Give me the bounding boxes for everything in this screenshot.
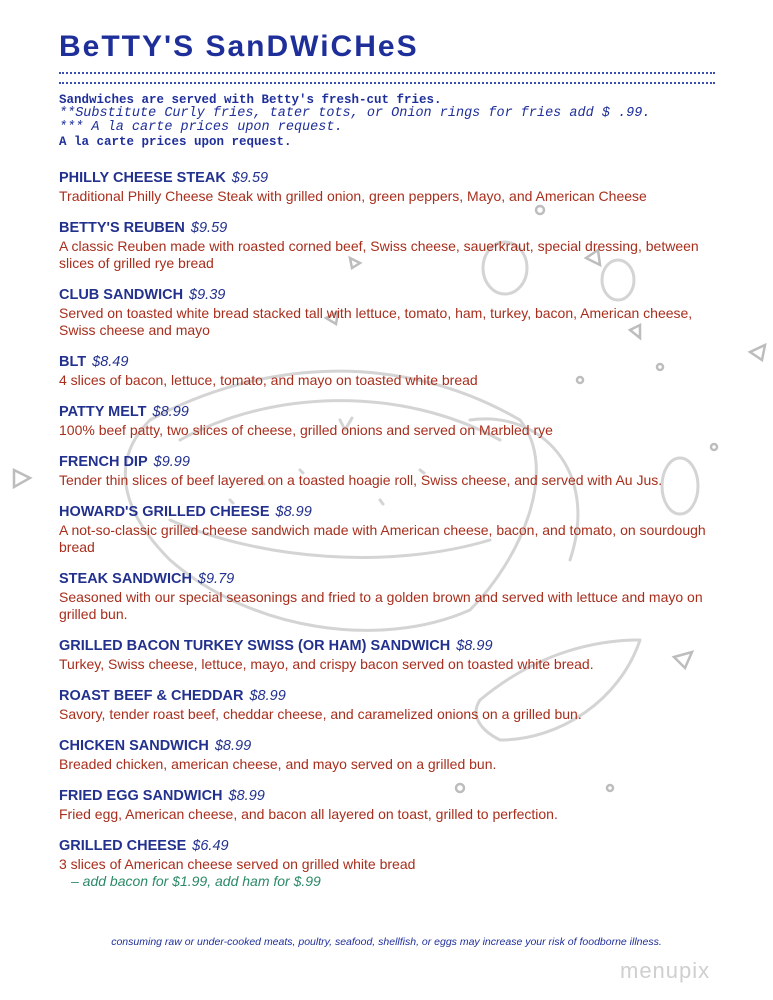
- item-price: $8.49: [92, 354, 129, 370]
- item-name: PHILLY CHEESE STEAK: [59, 170, 226, 186]
- fries-note: Sandwiches are served with Betty's fresh-cut fries.: [59, 93, 442, 107]
- menu-item: [59, 502, 719, 556]
- item-name: STEAK SANDWICH: [59, 571, 192, 587]
- menu-item: [59, 285, 719, 339]
- menu-item: [59, 736, 719, 773]
- item-description: Served on toasted white bread stacked tall with lettuce, tomato, ham, turkey, bacon, American cheese, Swiss cheese and mayo: [59, 305, 693, 338]
- item-price: $6.49: [192, 838, 229, 854]
- item-price: $8.99: [275, 504, 312, 520]
- item-description: A classic Reuben made with roasted corned beef, Swiss cheese, sauerkraut, special dressing, between slices of grilled rye bread: [59, 238, 699, 271]
- item-price: $8.99: [228, 788, 265, 804]
- menu-item: [59, 686, 719, 723]
- menu-item: [59, 786, 719, 823]
- item-price: $9.59: [231, 170, 269, 186]
- item-price: $8.99: [249, 688, 286, 704]
- item-description: A not-so-classic grilled cheese sandwich made with American cheese, bacon, and tomato, on sourdough bread: [59, 522, 706, 555]
- menu-notes: [59, 93, 739, 149]
- item-price: $9.79: [197, 571, 235, 587]
- food-safety-disclaimer: consuming raw or under-cooked meats, poultry, seafood, shellfish, or eggs may increase your risk of foodborne illness.: [111, 936, 662, 948]
- item-description: 3 slices of American cheese served on grilled white bread: [59, 856, 416, 872]
- item-price: $8.99: [456, 638, 493, 654]
- item-description: Savory, tender roast beef, cheddar cheese, and caramelized onions on a grilled bun.: [59, 706, 582, 722]
- menu-item: [59, 636, 719, 673]
- item-name: HOWARD'S GRILLED CHEESE: [59, 504, 270, 520]
- item-price: $9.39: [189, 287, 226, 303]
- menupix-watermark: menupix: [620, 958, 711, 983]
- item-addon: – add bacon for $1.99, add ham for $.99: [71, 873, 321, 889]
- item-name: BLT: [59, 354, 87, 370]
- item-description: 4 slices of bacon, lettuce, tomato, and mayo on toasted white bread: [59, 372, 478, 388]
- item-price: $8.99: [214, 738, 252, 754]
- item-price: $9.59: [190, 220, 228, 236]
- substitution-note: **Substitute Curly fries, tater tots, or Onion rings for fries add $ .99.: [59, 106, 651, 121]
- item-name: FRIED EGG SANDWICH: [59, 788, 223, 804]
- item-name: CLUB SANDWICH: [59, 287, 184, 303]
- item-name: FRENCH DIP: [59, 454, 148, 470]
- item-price: $8.99: [152, 404, 189, 420]
- item-description: Traditional Philly Cheese Steak with grilled onion, green peppers, Mayo, and American Cheese: [59, 188, 647, 204]
- menu-item: [59, 402, 719, 439]
- menu-item: [59, 218, 719, 272]
- item-description: Breaded chicken, american cheese, and mayo served on a grilled bun.: [59, 756, 497, 772]
- item-price: $9.99: [153, 454, 190, 470]
- menu-item: [59, 452, 719, 489]
- restaurant-title: BeTTY'S SanDWiCHeS: [59, 30, 419, 63]
- item-name: ROAST BEEF & CHEDDAR: [59, 688, 244, 704]
- menu-item: [59, 352, 719, 389]
- item-description: Fried egg, American cheese, and bacon all layered on toast, grilled to perfection.: [59, 806, 558, 822]
- a-la-carte-note-italic: *** A la carte prices upon request.: [59, 120, 343, 135]
- item-name: CHICKEN SANDWICH: [59, 738, 209, 754]
- menu-item: [59, 168, 719, 205]
- dotted-divider: [59, 72, 715, 84]
- menu-item: [59, 836, 719, 890]
- item-name: PATTY MELT: [59, 404, 147, 420]
- item-description: Turkey, Swiss cheese, lettuce, mayo, and crispy bacon served on toasted white bread.: [59, 656, 594, 672]
- menu-list: [59, 168, 719, 903]
- item-description: Tender thin slices of beef layered on a toasted hoagie roll, Swiss cheese, and served with Au Jus.: [59, 472, 663, 488]
- menu-item: [59, 569, 719, 623]
- item-name: BETTY'S REUBEN: [59, 220, 185, 236]
- item-name: GRILLED CHEESE: [59, 838, 187, 854]
- item-name: GRILLED BACON TURKEY SWISS (OR HAM) SANDWICH: [59, 638, 451, 654]
- item-description: Seasoned with our special seasonings and fried to a golden brown and served with lettuce and mayo on grilled bun.: [59, 589, 703, 622]
- a-la-carte-note: A la carte prices upon request.: [59, 135, 292, 149]
- item-description: 100% beef patty, two slices of cheese, grilled onions and served on Marbled rye: [59, 422, 553, 438]
